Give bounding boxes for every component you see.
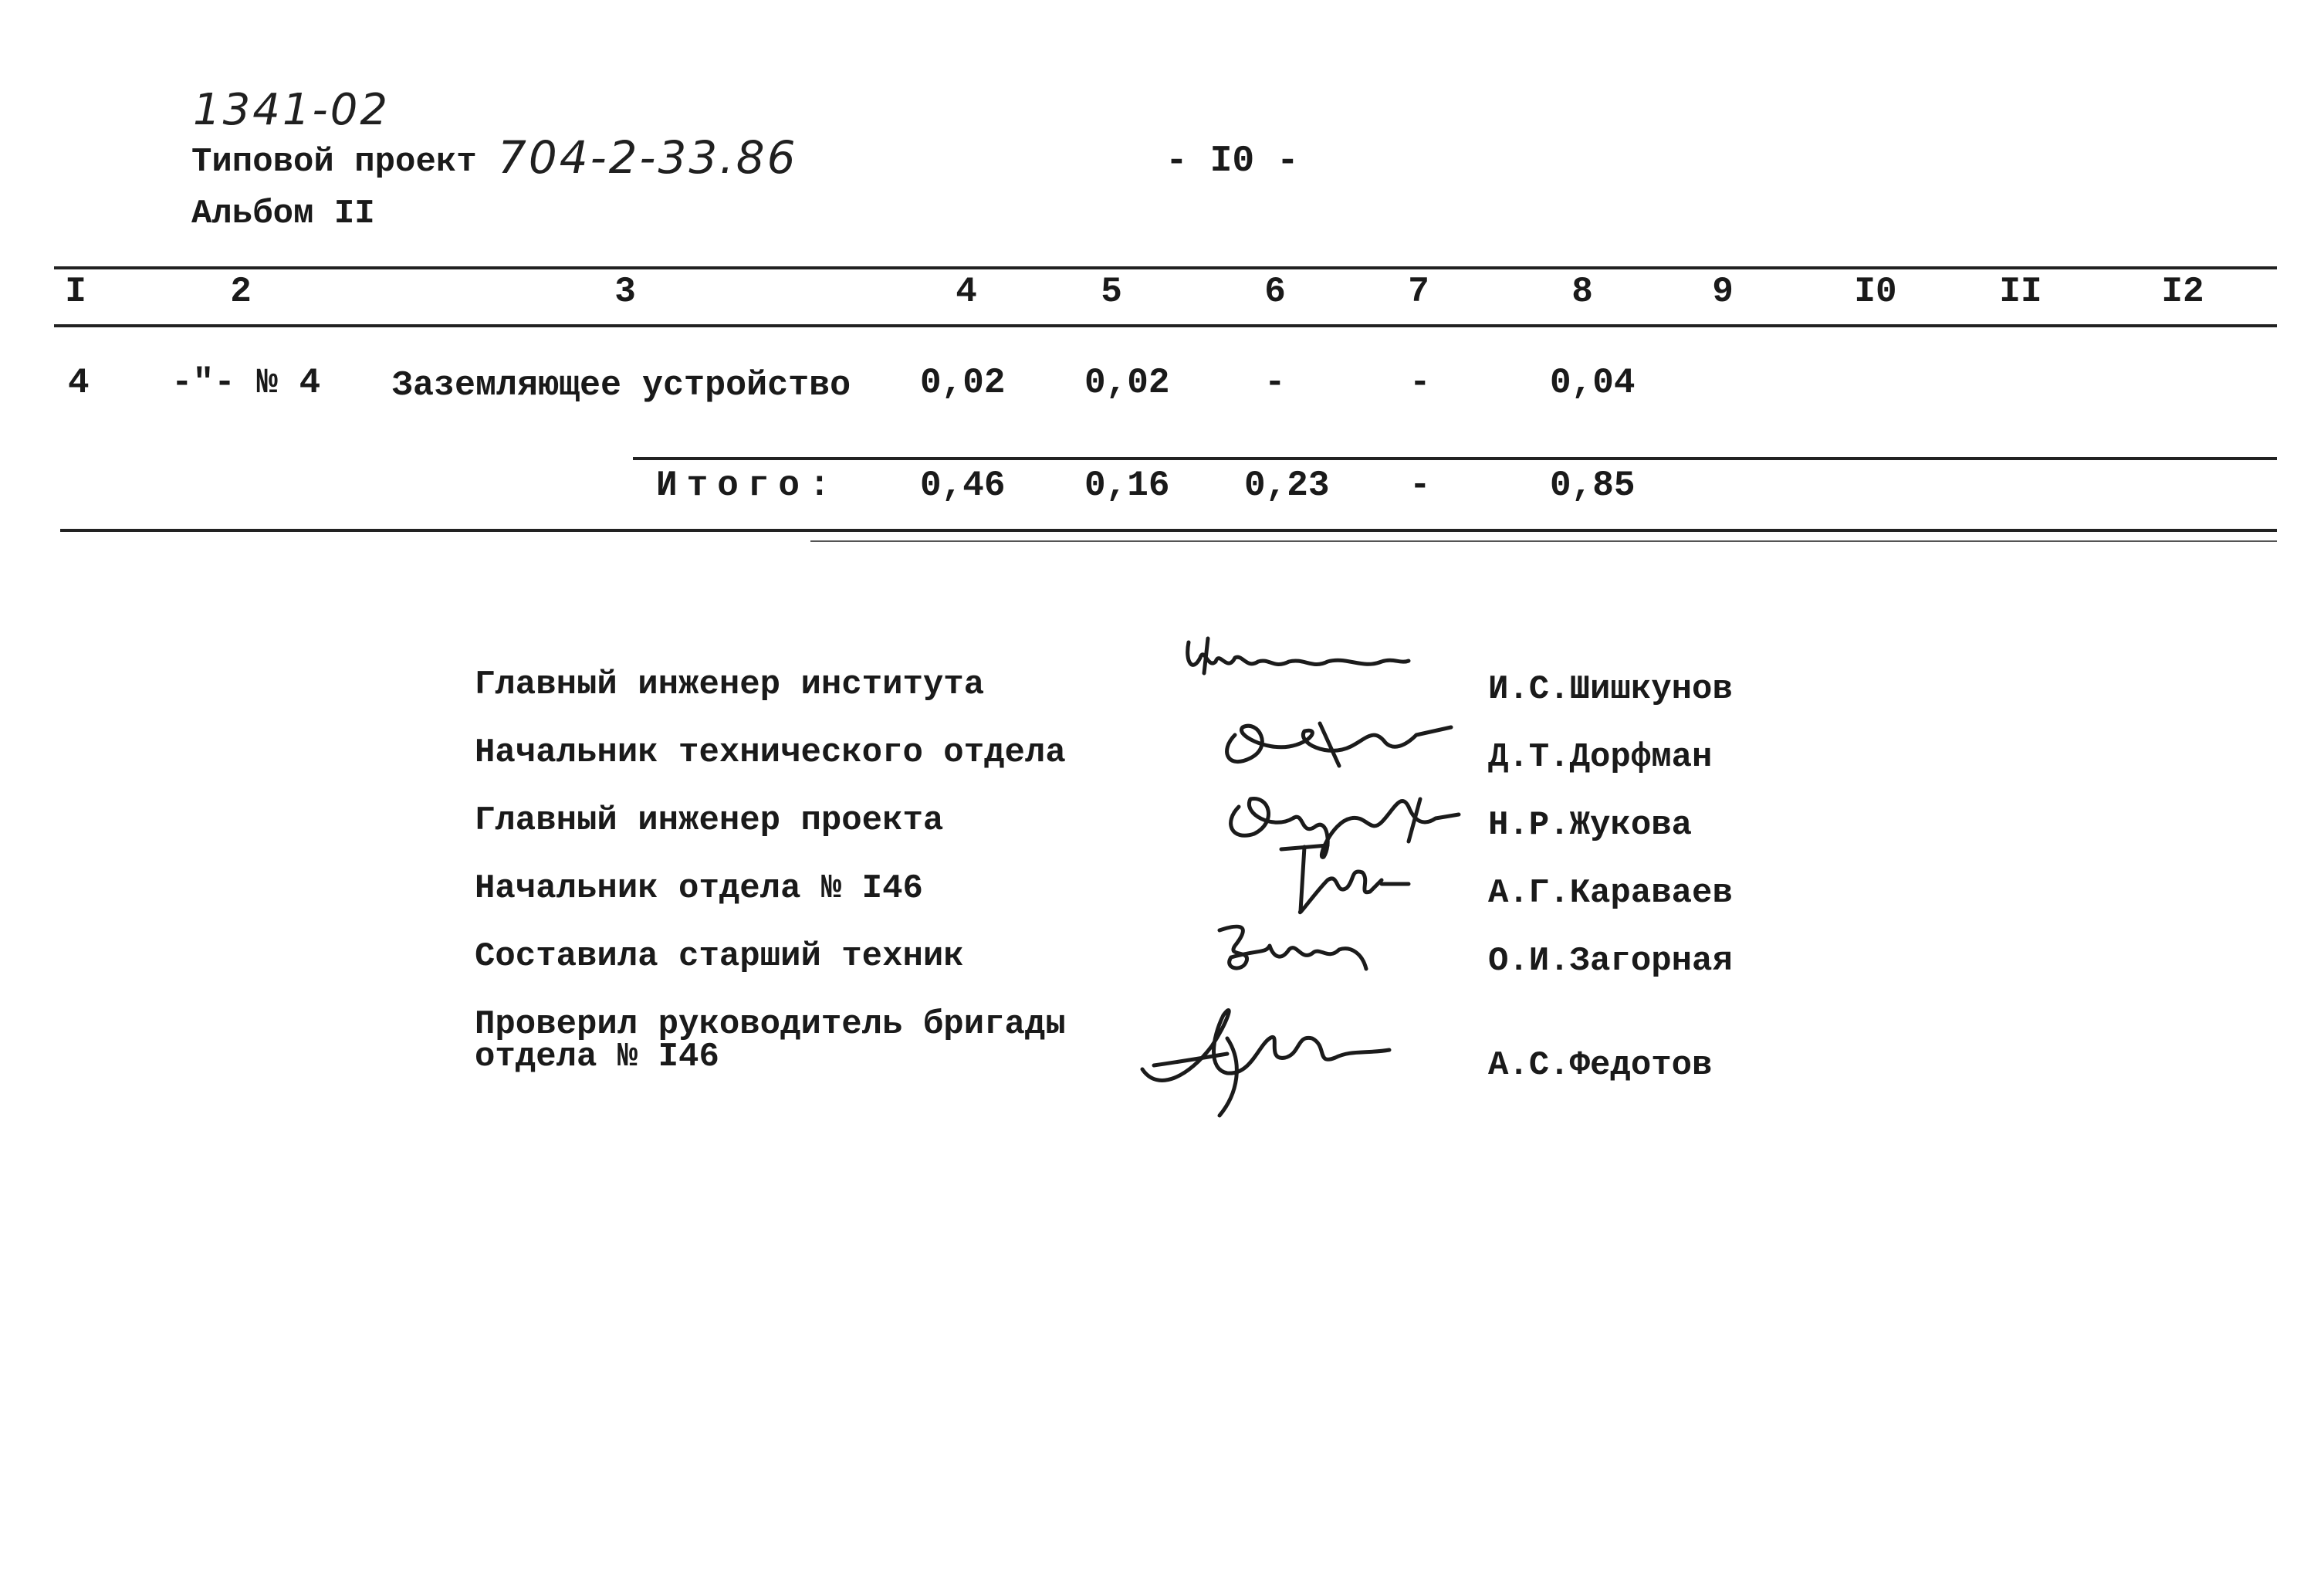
signature-name-4: А.Г.Караваев — [1488, 874, 1733, 913]
col-header-10: I0 — [1854, 272, 1897, 312]
col-header-7: 7 — [1408, 272, 1429, 312]
col-header-8: 8 — [1571, 272, 1593, 312]
col-header-1: I — [65, 272, 86, 312]
total-cell-4: 0,46 — [920, 466, 1006, 506]
signature-6 — [1135, 992, 1412, 1119]
total-label: Итого: — [656, 466, 840, 506]
signature-role-6-line2: отдела № I46 — [475, 1038, 719, 1076]
table-bottom-rule-thin — [810, 540, 2277, 542]
table-top-rule — [54, 266, 2277, 269]
col-header-9: 9 — [1712, 272, 1734, 312]
signature-1 — [1173, 627, 1412, 696]
handwritten-code: 1341-02 — [193, 85, 390, 135]
row-cell-5: 0,02 — [1084, 363, 1170, 403]
total-cell-6: 0,23 — [1244, 466, 1330, 506]
col-header-6: 6 — [1264, 272, 1286, 312]
signature-name-1: И.С.Шишкунов — [1488, 670, 1733, 709]
col-header-12: I2 — [2161, 272, 2204, 312]
row-cell-3: Заземляющее устройство — [392, 366, 851, 405]
row-cell-7: - — [1409, 363, 1431, 403]
signature-name-5: О.И.Загорная — [1488, 942, 1733, 980]
project-number: 704-2-33.86 — [498, 131, 798, 184]
row-cell-4: 0,02 — [920, 363, 1006, 403]
signature-2 — [1204, 704, 1459, 781]
header-bottom-rule — [54, 324, 2277, 327]
col-header-11: II — [1999, 272, 2042, 312]
signature-role-5: Составила старший техник — [475, 937, 964, 976]
signature-name-2: Д.Т.Дорфман — [1488, 738, 1713, 777]
signature-role-6-line1: Проверил руководитель бригады — [475, 1005, 1066, 1044]
total-cell-5: 0,16 — [1084, 466, 1170, 506]
col-header-5: 5 — [1101, 272, 1122, 312]
signature-role-4: Начальник отдела № I46 — [475, 869, 923, 908]
row-cell-1: 4 — [68, 363, 90, 403]
signature-name-3: Н.Р.Жукова — [1488, 806, 1693, 845]
album-label: Альбом II — [191, 195, 375, 233]
project-label: Типовой проект — [191, 143, 477, 181]
signature-name-6: А.С.Федотов — [1488, 1046, 1713, 1085]
signature-role-1: Главный инженер института — [475, 665, 985, 704]
total-top-rule — [633, 457, 2277, 460]
col-header-2: 2 — [230, 272, 252, 312]
table-bottom-rule — [60, 529, 2277, 532]
row-cell-2: -"- № 4 — [171, 363, 321, 403]
row-cell-8: 0,04 — [1550, 363, 1636, 403]
total-cell-7: - — [1409, 466, 1431, 506]
signature-4 — [1274, 838, 1412, 923]
signature-5 — [1212, 915, 1374, 980]
row-cell-6: - — [1264, 363, 1286, 403]
col-header-3: 3 — [614, 272, 636, 312]
col-header-4: 4 — [956, 272, 977, 312]
total-cell-8: 0,85 — [1550, 466, 1636, 506]
page-number: - I0 - — [1165, 141, 1299, 182]
signature-role-2: Начальник технического отдела — [475, 733, 1066, 772]
signature-role-3: Главный инженер проекта — [475, 801, 944, 840]
